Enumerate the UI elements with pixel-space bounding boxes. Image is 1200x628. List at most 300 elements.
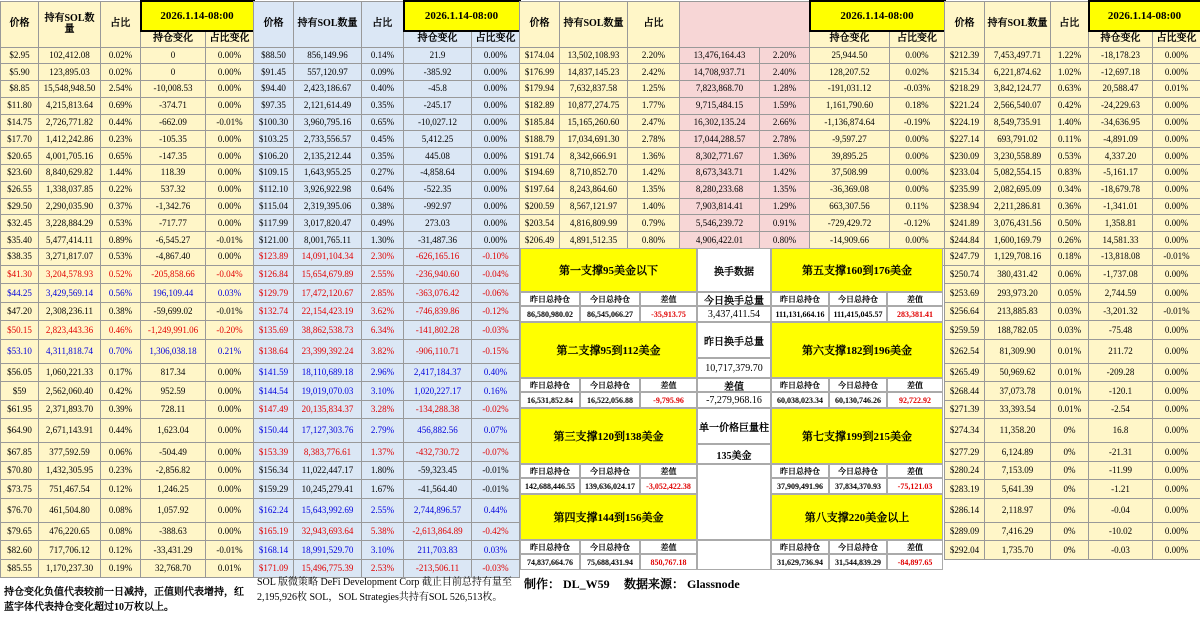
value-cell: 188,782.05	[985, 321, 1051, 340]
value-cell: 0.53%	[1051, 148, 1089, 165]
value-cell: 8,302,771.67	[680, 148, 760, 165]
change-header: 持仓变化	[1089, 31, 1153, 47]
value-cell: 2.54%	[101, 81, 141, 98]
value-cell: -0.03%	[472, 559, 520, 578]
value-cell: 33,393.54	[985, 400, 1051, 419]
value-cell: -2,856.82	[141, 461, 206, 480]
price-cell: $82.60	[1, 541, 39, 560]
value-cell: 1,735.70	[985, 541, 1051, 560]
value-cell: 2,135,212.44	[294, 148, 362, 165]
value-cell: 2.30%	[362, 249, 404, 266]
value-cell: 5,546,239.72	[680, 215, 760, 232]
today-holdings-label: 今日总持仓	[829, 540, 887, 554]
value-cell: 0.52%	[101, 265, 141, 284]
value-cell: 2,566,540.07	[985, 97, 1051, 114]
value-cell: -10,027.12	[404, 114, 472, 131]
price-cell: $156.34	[254, 461, 294, 480]
value-cell: -432,730.72	[404, 443, 472, 462]
s5-diff: 283,381.41	[887, 306, 943, 322]
value-cell: 1.29%	[760, 198, 810, 215]
value-cell: 0.53%	[101, 249, 141, 266]
value-cell: 9,715,484.15	[680, 97, 760, 114]
value-cell: 0.00%	[472, 97, 520, 114]
holdings-header: 持有SOL数量	[39, 1, 101, 47]
value-cell: 0.26%	[1051, 232, 1089, 249]
value-cell: 0.23%	[101, 131, 141, 148]
value-cell: -0.15%	[472, 339, 520, 363]
value-cell: 2.20%	[628, 47, 680, 64]
value-cell: 0.40%	[362, 81, 404, 98]
value-cell: -0.42%	[472, 522, 520, 541]
value-cell: -24,229.63	[1089, 97, 1153, 114]
change-ratio-header: 占比变化	[472, 31, 520, 47]
data-source: 数据来源： Glassnode	[624, 577, 740, 591]
value-cell: 16,302,135.24	[680, 114, 760, 131]
value-cell: 0.19%	[101, 559, 141, 578]
value-cell: 8,001,765.11	[294, 232, 362, 249]
value-cell: -2,613,864.89	[404, 522, 472, 541]
value-cell: 0.00%	[1153, 215, 1200, 232]
price-cell: $283.19	[945, 480, 985, 499]
value-cell: 0.00%	[890, 148, 945, 165]
table-row	[520, 81, 945, 98]
table-row	[254, 480, 520, 499]
value-cell: 0.00%	[206, 498, 254, 522]
value-cell: 8,383,776.61	[294, 443, 362, 462]
s8-yesterday: 31,629,736.94	[771, 554, 829, 570]
value-cell: 0.35%	[362, 97, 404, 114]
previous-day-header	[680, 1, 810, 47]
support-6-title: 第六支撑182到196美金	[771, 322, 943, 378]
price-cell: $212.39	[945, 47, 985, 64]
value-cell: 0.07%	[472, 419, 520, 443]
price-cell: $235.99	[945, 181, 985, 198]
table-row	[1, 321, 254, 340]
s2-yesterday: 16,531,852.84	[520, 392, 580, 408]
value-cell: -729,429.72	[810, 215, 890, 232]
s3-yesterday: 142,688,446.55	[520, 478, 580, 494]
value-cell: 8,673,343.71	[680, 165, 760, 182]
value-cell: -31,487.36	[404, 232, 472, 249]
price-cell: $70.80	[1, 461, 39, 480]
value-cell: 2,121,614.49	[294, 97, 362, 114]
value-cell: 0.64%	[362, 181, 404, 198]
value-cell: 0.00%	[1153, 165, 1200, 182]
value-cell: 2.78%	[628, 131, 680, 148]
table-row	[1, 400, 254, 419]
holdings-header: 持有SOL数量	[985, 1, 1051, 47]
table-row	[254, 363, 520, 382]
value-cell: 4,001,705.16	[39, 148, 101, 165]
value-cell: 0%	[1051, 480, 1089, 499]
value-cell: 0.21%	[206, 339, 254, 363]
value-cell: 18,991,529.70	[294, 541, 362, 560]
price-cell: $289.09	[945, 522, 985, 541]
table-row	[1, 541, 254, 560]
table-row	[945, 382, 1200, 401]
value-cell: -147.35	[141, 148, 206, 165]
value-cell: 128,207.52	[810, 64, 890, 81]
table-row	[1, 81, 254, 98]
value-cell: -1,342.76	[141, 198, 206, 215]
table-row	[520, 47, 945, 64]
value-cell: 0.11%	[1051, 131, 1089, 148]
empty-cell	[697, 494, 771, 540]
value-cell: -3,201.32	[1089, 302, 1153, 321]
value-cell: 0.27%	[362, 165, 404, 182]
value-cell: 0.00%	[206, 419, 254, 443]
price-cell: $135.69	[254, 321, 294, 340]
yesterday-holdings-label: 昨日总持仓	[771, 540, 829, 554]
price-cell: $174.04	[520, 47, 560, 64]
value-cell: 3.10%	[362, 382, 404, 401]
price-header: 价格	[1, 1, 39, 47]
value-cell: 3,228,884.29	[39, 215, 101, 232]
value-cell: 0	[141, 64, 206, 81]
value-cell: -18,679.78	[1089, 181, 1153, 198]
value-cell: 2.96%	[362, 363, 404, 382]
value-cell: 4,891,512.35	[560, 232, 628, 249]
value-cell: -10.02	[1089, 522, 1153, 541]
price-table-section-4	[944, 0, 1200, 560]
price-cell: $20.65	[1, 148, 39, 165]
value-cell: 0.00%	[206, 47, 254, 64]
value-cell: 6,124.89	[985, 443, 1051, 462]
date-header: 2026.1.14-08:00	[404, 1, 520, 31]
table-row	[945, 522, 1200, 541]
value-cell: 1.59%	[760, 97, 810, 114]
table-row	[945, 198, 1200, 215]
s6-yesterday: 60,038,023.34	[771, 392, 829, 408]
date-header: 2026.1.14-08:00	[141, 1, 254, 31]
price-cell: $200.59	[520, 198, 560, 215]
price-cell: $274.34	[945, 419, 985, 443]
value-cell: 0.37%	[101, 198, 141, 215]
table-row	[1, 181, 254, 198]
value-cell: -0.03%	[472, 321, 520, 340]
diff-label: 差值	[640, 378, 697, 392]
value-cell: 1.42%	[760, 165, 810, 182]
table-row	[520, 181, 945, 198]
table-row	[1, 559, 254, 578]
value-cell: 377,592.59	[39, 443, 101, 462]
table-row	[254, 419, 520, 443]
value-cell: 14,708,937.71	[680, 64, 760, 81]
price-cell: $14.75	[1, 114, 39, 131]
diff-label: 差值	[887, 464, 943, 478]
value-cell: 0.00%	[206, 97, 254, 114]
value-cell: 2,308,236.11	[39, 302, 101, 321]
table-body	[254, 47, 520, 578]
value-cell: 0.00%	[206, 400, 254, 419]
price-header: 价格	[945, 1, 985, 47]
value-cell: -59,323.45	[404, 461, 472, 480]
table-row	[520, 215, 945, 232]
price-cell: $271.39	[945, 400, 985, 419]
holdings-header: 持有SOL数量	[560, 1, 628, 47]
value-cell: 0.34%	[1051, 181, 1089, 198]
table-row	[254, 81, 520, 98]
value-cell: 0%	[1051, 522, 1089, 541]
value-cell: -522.35	[404, 181, 472, 198]
diff-label: 差值	[640, 540, 697, 554]
value-cell: 445.08	[404, 148, 472, 165]
value-cell: 0.65%	[101, 148, 141, 165]
value-cell: -34,636.95	[1089, 114, 1153, 131]
value-cell: 2,733,556.57	[294, 131, 362, 148]
value-cell: -906,110.71	[404, 339, 472, 363]
diff-label: 差值	[887, 292, 943, 306]
value-cell: -0.04%	[472, 265, 520, 284]
value-cell: 0.01%	[1051, 400, 1089, 419]
price-cell: $85.55	[1, 559, 39, 578]
value-cell: 0.00%	[1153, 339, 1200, 363]
value-cell: 16.8	[1089, 419, 1153, 443]
price-cell: $277.29	[945, 443, 985, 462]
table-row	[1, 232, 254, 249]
value-cell: 7,823,868.70	[680, 81, 760, 98]
table-row	[254, 165, 520, 182]
value-cell: 0.01%	[206, 559, 254, 578]
price-cell: $256.64	[945, 302, 985, 321]
value-cell: 0.00%	[1153, 461, 1200, 480]
value-cell: 39,895.25	[810, 148, 890, 165]
value-cell: 22,154,423.19	[294, 302, 362, 321]
s1-diff: -35,913.75	[640, 306, 697, 322]
value-cell: 0.00%	[472, 165, 520, 182]
value-cell: 0.01%	[1051, 339, 1089, 363]
price-cell: $56.05	[1, 363, 39, 382]
value-cell: 0.80%	[628, 232, 680, 249]
value-cell: 3,842,124.77	[985, 81, 1051, 98]
value-cell: 0.16%	[472, 382, 520, 401]
value-cell: 2,082,695.09	[985, 181, 1051, 198]
price-cell: $106.20	[254, 148, 294, 165]
price-cell: $23.60	[1, 165, 39, 182]
value-cell: 0.00%	[1153, 480, 1200, 499]
table-row	[945, 461, 1200, 480]
value-cell: 1.42%	[628, 165, 680, 182]
value-cell: 0.00%	[1153, 382, 1200, 401]
value-cell: 11,358.20	[985, 419, 1051, 443]
value-cell: 8,710,852.70	[560, 165, 628, 182]
value-cell: 0.00%	[1153, 284, 1200, 303]
value-cell: 0.44%	[101, 419, 141, 443]
value-cell: 0.38%	[101, 302, 141, 321]
value-cell: 2,371,893.70	[39, 400, 101, 419]
support-7-title: 第七支撑199到215美金	[771, 408, 943, 464]
price-table-section-1	[0, 0, 253, 578]
value-cell: 0.00%	[206, 249, 254, 266]
value-cell: 0.18%	[890, 97, 945, 114]
table-row	[520, 165, 945, 182]
value-cell: -45.8	[404, 81, 472, 98]
value-cell: 2.20%	[760, 47, 810, 64]
table-row	[254, 541, 520, 560]
value-cell: 0.14%	[362, 47, 404, 64]
value-cell: 0.00%	[472, 81, 520, 98]
value-cell: 0.18%	[1051, 249, 1089, 266]
value-cell: -0.01%	[206, 541, 254, 560]
value-cell: 0.22%	[101, 181, 141, 198]
table-row	[1, 419, 254, 443]
value-cell: 0.39%	[101, 400, 141, 419]
price-cell: $117.99	[254, 215, 294, 232]
price-cell: $162.24	[254, 498, 294, 522]
table-row	[520, 198, 945, 215]
value-cell: 0.00%	[206, 198, 254, 215]
value-cell: -4,867.40	[141, 249, 206, 266]
value-cell: 2,744,896.57	[404, 498, 472, 522]
table-body	[1, 47, 254, 578]
table-row	[520, 131, 945, 148]
value-cell: 476,220.65	[39, 522, 101, 541]
value-cell: 0.00%	[1153, 131, 1200, 148]
table-row	[254, 232, 520, 249]
value-cell: 1,057.92	[141, 498, 206, 522]
value-cell: -1,249,991.06	[141, 321, 206, 340]
value-cell: 18,110,689.18	[294, 363, 362, 382]
value-cell: 0.00%	[206, 461, 254, 480]
price-cell: $44.25	[1, 284, 39, 303]
value-cell: 3,076,431.56	[985, 215, 1051, 232]
table-body	[945, 47, 1200, 559]
table-row	[945, 181, 1200, 198]
value-cell: 1.77%	[628, 97, 680, 114]
table-row	[254, 443, 520, 462]
price-cell: $233.04	[945, 165, 985, 182]
today-turnover-value: 3,437,411.54	[697, 306, 771, 322]
s4-today: 75,688,431.94	[580, 554, 640, 570]
value-cell: 3.10%	[362, 541, 404, 560]
value-cell: 0.00%	[890, 165, 945, 182]
value-cell: 23,399,392.24	[294, 339, 362, 363]
value-cell: 2.55%	[362, 498, 404, 522]
value-cell: 0.42%	[1051, 97, 1089, 114]
today-holdings-label: 今日总持仓	[829, 292, 887, 306]
value-cell: 0.35%	[362, 148, 404, 165]
table-row	[945, 131, 1200, 148]
table-row	[1, 148, 254, 165]
today-holdings-label: 今日总持仓	[580, 464, 640, 478]
price-cell: $194.69	[520, 165, 560, 182]
price-cell: $150.44	[254, 419, 294, 443]
value-cell: 1,306,038.18	[141, 339, 206, 363]
s2-today: 16,522,056.88	[580, 392, 640, 408]
diff-label: 差值	[640, 292, 697, 306]
value-cell: 0.00%	[890, 131, 945, 148]
value-cell: 5,477,414.11	[39, 232, 101, 249]
value-cell: 0.79%	[628, 215, 680, 232]
value-cell: 0.00%	[206, 181, 254, 198]
price-cell: $11.80	[1, 97, 39, 114]
value-cell: 14,837,145.23	[560, 64, 628, 81]
value-cell: -0.01%	[472, 480, 520, 499]
value-cell: 2,118.97	[985, 498, 1051, 522]
value-cell: 0.00%	[890, 232, 945, 249]
value-cell: 557,120.97	[294, 64, 362, 81]
value-cell: -11.99	[1089, 461, 1153, 480]
value-cell: -4,891.09	[1089, 131, 1153, 148]
price-table-section-2	[253, 0, 519, 578]
support-2-title: 第二支撑95到112美金	[520, 322, 697, 378]
price-cell: $259.59	[945, 321, 985, 340]
support-4-title: 第四支撑144到156美金	[520, 494, 697, 540]
value-cell: 0.01%	[1051, 363, 1089, 382]
table-row	[1, 522, 254, 541]
table-row	[1, 114, 254, 131]
value-cell: 32,943,693.64	[294, 522, 362, 541]
s8-today: 31,544,839.29	[829, 554, 887, 570]
table-row	[945, 400, 1200, 419]
change-ratio-header: 占比变化	[206, 31, 254, 47]
value-cell: 0.03%	[1051, 302, 1089, 321]
value-cell: 5,082,554.15	[985, 165, 1051, 182]
value-cell: 17,034,691.30	[560, 131, 628, 148]
value-cell: 1,161,790.60	[810, 97, 890, 114]
value-cell: -209.28	[1089, 363, 1153, 382]
value-cell: 0.44%	[101, 114, 141, 131]
value-cell: 0.36%	[1051, 198, 1089, 215]
value-cell: 13,502,108.93	[560, 47, 628, 64]
value-cell: 0.00%	[206, 165, 254, 182]
value-cell: 456,882.56	[404, 419, 472, 443]
s1-yesterday: 86,580,980.02	[520, 306, 580, 322]
price-cell: $115.04	[254, 198, 294, 215]
value-cell: 21.9	[404, 47, 472, 64]
value-cell: 7,632,837.58	[560, 81, 628, 98]
value-cell: 1,412,242.86	[39, 131, 101, 148]
value-cell: 37,508.99	[810, 165, 890, 182]
value-cell: 0.00%	[206, 81, 254, 98]
value-cell: 0.83%	[1051, 165, 1089, 182]
value-cell: -0.12%	[472, 302, 520, 321]
value-cell: 15,643,992.69	[294, 498, 362, 522]
value-cell: 2.40%	[760, 64, 810, 81]
value-cell: 2,319,395.06	[294, 198, 362, 215]
value-cell: -992.97	[404, 198, 472, 215]
diff-label: 差值	[887, 540, 943, 554]
value-cell: 0.00%	[1153, 363, 1200, 382]
value-cell: -41,564.40	[404, 480, 472, 499]
value-cell: -10,008.53	[141, 81, 206, 98]
value-cell: 273.03	[404, 215, 472, 232]
value-cell: 3,204,578.93	[39, 265, 101, 284]
table-row	[1, 165, 254, 182]
table-row	[945, 249, 1200, 266]
value-cell: 0.00%	[890, 47, 945, 64]
value-cell: 0.00%	[1153, 148, 1200, 165]
value-cell: 3,230,558.89	[985, 148, 1051, 165]
value-cell: 1,432,305.95	[39, 461, 101, 480]
table-row	[254, 321, 520, 340]
value-cell: -6,545.27	[141, 232, 206, 249]
price-cell: $182.89	[520, 97, 560, 114]
price-cell: $230.09	[945, 148, 985, 165]
s7-diff: -75,121.03	[887, 478, 943, 494]
table-row	[254, 215, 520, 232]
table-row	[945, 302, 1200, 321]
price-cell: $253.69	[945, 284, 985, 303]
value-cell: 102,412.08	[39, 47, 101, 64]
value-cell: 1,643,955.25	[294, 165, 362, 182]
value-cell: 0.00%	[1153, 541, 1200, 560]
date-header: 2026.1.14-08:00	[810, 1, 945, 31]
value-cell: 0.56%	[101, 284, 141, 303]
value-cell: 0%	[1051, 461, 1089, 480]
price-cell: $100.30	[254, 114, 294, 131]
value-cell: 2.85%	[362, 284, 404, 303]
